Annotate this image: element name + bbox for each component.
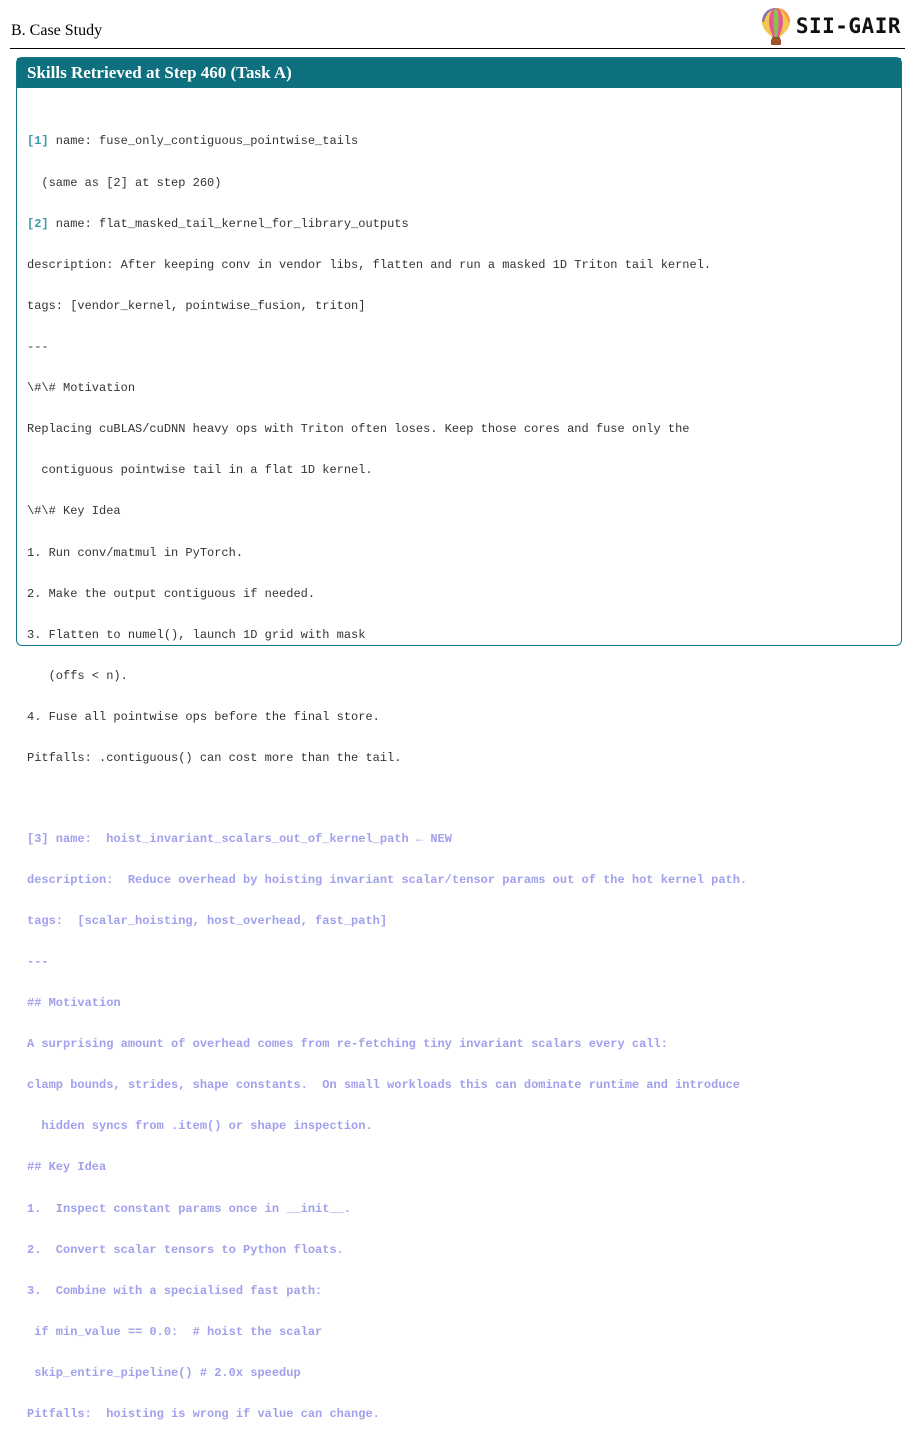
new-skill-name-prefix: [3] name: hoist xyxy=(27,831,143,846)
section-title: B. Case Study xyxy=(11,22,103,39)
box-body xyxy=(17,88,901,1449)
name-segment: of xyxy=(307,831,323,846)
code-line: Replacing cuBLAS/cuDNN heavy ops with Triton often loses. Keep those cores and fuse only the xyxy=(27,422,690,437)
logo xyxy=(758,6,901,46)
code-line: 4. Fuse all pointwise ops before the final store. xyxy=(27,709,380,724)
code-line: clamp bounds, strides, shape constants. On small workloads this can dominate runtime and introduce xyxy=(27,1078,740,1093)
name-segment: out xyxy=(279,831,301,846)
existing-skills xyxy=(27,108,901,793)
skill-note: (same as [2] at step 260) xyxy=(27,175,222,190)
page-header xyxy=(10,0,905,49)
code-line: 3. Flatten to numel(), launch 1D grid with mask xyxy=(27,627,366,642)
logo-text: SII-GAIR xyxy=(795,14,901,38)
underscore: _ xyxy=(271,831,280,846)
code-line: --- xyxy=(27,339,49,354)
box-title: Skills Retrieved at Step 460 (Task A) xyxy=(17,58,901,88)
underscore: _ xyxy=(372,831,380,846)
code-line: tags: [vendor_kernel, pointwise_fusion, triton] xyxy=(27,298,366,313)
code-line: (offs < n). xyxy=(27,668,128,683)
code-line: hidden syncs from .item() or shape inspection. xyxy=(27,1119,373,1134)
code-line: description: Reduce overhead by hoisting invariant scalar/tensor params out of the hot kernel path. xyxy=(27,872,748,887)
code-line: \#\# Key Idea xyxy=(27,504,121,519)
code-line: if min_value == 0.0: # hoist the scalar xyxy=(27,1324,323,1339)
left-arrow-icon: ← xyxy=(408,831,431,846)
skill-name: name: fuse_only_contiguous_pointwise_tails xyxy=(48,134,359,149)
skill-index: [1] xyxy=(27,134,49,149)
code-line: 2. Convert scalar tensors to Python floats. xyxy=(27,1242,344,1257)
code-line: Pitfalls: .contiguous() can cost more than the tail. xyxy=(27,751,402,766)
code-line: tags: [scalar_hoisting, host_overhead, fast_path] xyxy=(27,913,388,928)
code-line: ## Key Idea xyxy=(27,1160,107,1175)
skill-name: name: flat_masked_tail_kernel_for_library_outputs xyxy=(48,216,409,231)
new-badge: NEW xyxy=(430,831,452,846)
code-line: A surprising amount of overhead comes from re-fetching tiny invariant scalars every call: xyxy=(27,1037,668,1052)
code-line: contiguous pointwise tail in a flat 1D kernel. xyxy=(27,463,373,478)
code-line: description: After keeping conv in vendor libs, flatten and run a masked 1D Triton tail kernel. xyxy=(27,257,712,272)
code-line: 1. Run conv/matmul in PyTorch. xyxy=(27,545,244,560)
skill-index: [2] xyxy=(27,216,49,231)
name-segment: kernel xyxy=(329,831,373,846)
code-line: 2. Make the output contiguous if needed. xyxy=(27,586,316,601)
code-line: Pitfalls: hoisting is wrong if value can change. xyxy=(27,1407,380,1422)
skills-box xyxy=(16,57,902,1422)
underscore: _ xyxy=(142,831,150,846)
hot-air-balloon-icon xyxy=(758,6,794,46)
new-skill-name-line xyxy=(27,833,901,847)
skill-line xyxy=(27,135,901,149)
name-segment: invariant xyxy=(149,831,215,846)
underscore: _ xyxy=(214,831,222,846)
code-line: \#\# Motivation xyxy=(27,381,136,396)
code-line: 3. Combine with a specialised fast path: xyxy=(27,1283,323,1298)
name-segment: scalars xyxy=(221,831,272,846)
code-line: skip_entire_pipeline() # 2.0x speedup xyxy=(27,1365,301,1380)
underscore: _ xyxy=(322,831,330,846)
name-segment: path xyxy=(379,831,409,846)
code-line: 1. Inspect constant params once in __init__. xyxy=(27,1201,352,1216)
underscore: _ xyxy=(300,831,308,846)
code-line: ## Motivation xyxy=(27,996,121,1010)
skill-line xyxy=(27,218,901,232)
new-skill xyxy=(27,805,901,1449)
code-line: --- xyxy=(27,954,49,969)
